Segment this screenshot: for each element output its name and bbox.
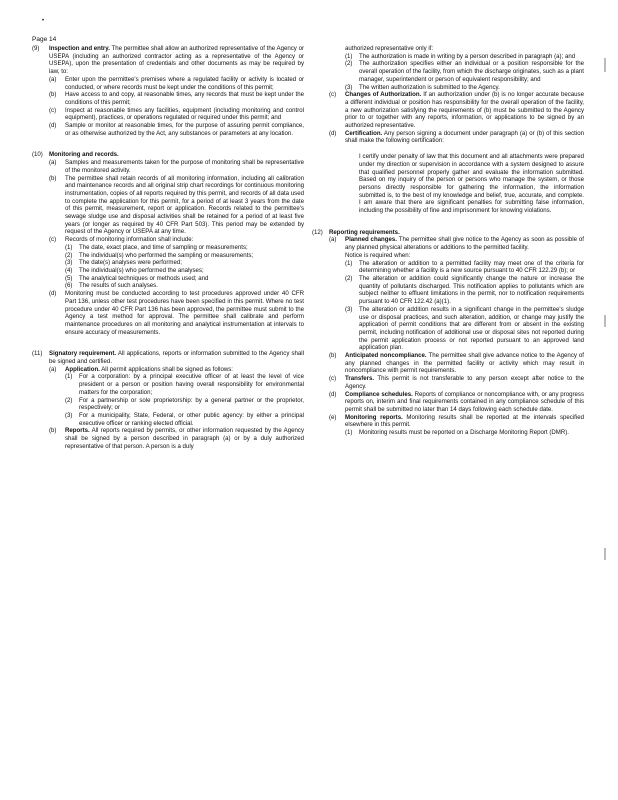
list-item [345,306,584,352]
list-item [49,427,304,450]
list-marker: (1) [65,373,73,381]
list-item [329,352,584,375]
item-text: Have access to and copy, at reasonable times, any records that must be kept under the conditions of this permit; [65,91,304,106]
list-item [329,130,584,145]
item-heading: Application. [65,365,100,373]
item-text: The analytical techniques or methods used; and [79,274,209,282]
section-text: The permittee shall allow an authorized representative of the Agency or USEPA (including an authorized contractor acting as a representative of the Agency or USEPA), upon the presentation of credentials and other documents as may be required by law, to: [49,45,304,76]
list-item [49,107,304,122]
list-item [49,91,304,106]
section-heading: Inspection and entry. [49,45,110,52]
list-marker: (2) [345,60,353,68]
item-text: Inspect at reasonable times any facilities, equipment (including monitoring and control equipment), practices, or operations regulated or required under this permit; and [65,106,304,122]
item-text: Monitoring results shall be reported at the intervals specified elsewhere in this permit. [345,413,585,429]
section-number: (10) [32,151,43,159]
item-heading: Planned changes. [345,236,397,244]
item-text: The written authorization is submitted to the Agency. [359,83,500,91]
section-heading: Reporting requirements. [329,228,400,236]
item-text: Enter upon the permittee's premises where a regulated facility or activity is located or conducted, or where records must be kept under the conditions of this permit; [65,75,304,91]
item-text: The date, exact place, and time of sampling or measurements; [79,243,248,251]
section-number: (11) [32,350,43,358]
list-marker: (a) [329,236,337,244]
item-text: The individual(s) who performed the sampling or measurements; [79,251,254,259]
item-heading: Reports. [65,427,90,435]
list-item [65,244,304,252]
item-text: For a partnership or sole proprietorship: by a general partner or the proprietor, respectively; or [79,396,304,412]
page-number: Page 14 [32,36,57,43]
item-text: Reports of compliance or noncompliance with, or any progress reports on, interim and final requirements contained in any compliance schedule of this permit shall be submitted no later than 14 days following each schedule date. [345,390,584,413]
item-text: Monitoring results must be reported on a Discharge Monitoring Report (DMR). [359,429,569,437]
item-text: For a corporation: by a principal executive officer of at least the level of vice president or a person or position having overall responsibility for environmental matters for the corporation; [79,373,304,396]
left-column [32,45,304,450]
list-item [49,76,304,91]
list-marker: (3) [65,259,73,267]
list-marker: (4) [65,266,73,274]
list-marker: (c) [329,375,337,383]
list-item [49,175,304,237]
section-number: (12) [312,228,323,236]
list-marker: (d) [329,129,337,137]
item-text: The date(s) analyses were performed; [79,259,182,267]
item-text: The alteration or addition could significantly change the nature or increase the quantity of pollutants discharged. This notification applies to pollutants which are subject neither to effluent limitations in the permit, nor to notification requirements pursuant to 40 CFR 122.42 (a)(1). [359,274,584,306]
list-marker: (b) [329,352,337,360]
list-marker: (1) [345,52,353,60]
certification-statement: I certify under penalty of law that this document and all attachments were prepared under my direction or supervision in accordance with a system designed to assure that qualified personnel properly gather and evaluate the information submitted. Based on my inquiry of the person or persons who manage the system, or those persons directly responsible for gathering the information, the information submitted is, to the best of my knowledge and belief, true, accurate, and complete. I am aware that there are significant penalties for submitting false information, including the possibility of fine and imprisonment for knowing violations. [359,153,584,215]
list-item [65,412,304,427]
item-text: For a municipality, State, Federal, or other public agency: by either a principal executive officer or ranking elected official. [79,411,304,427]
item-text: The permittee shall give notice to the Agency as soon as possible of any planned physical alterations or additions to the permitted facility. [345,236,584,252]
list-item [65,252,304,260]
item-text: Any person signing a document under paragraph (a) or (b) of this section shall make the following certification: [345,129,585,145]
section-text: All applications, reports or information submitted to the Agency shall be signed and certified. [49,350,304,366]
section-heading: Signatory requirement. [49,350,117,358]
section-11 [32,350,304,450]
item-text: Samples and measurements taken for the purpose of monitoring shall be representative of the monitored activity. [65,159,304,174]
list-marker: (5) [65,274,73,282]
list-item [345,275,584,306]
list-item [49,290,304,336]
list-marker: (2) [345,274,353,282]
scan-edge-mark [604,58,606,72]
list-marker: (2) [65,251,73,259]
list-item [49,236,304,290]
item-text: If an authorization under (b) is no longer accurate because a different individual or position has responsibility for the overall operation of the facility, a new authorization satisfying the requirements of (b) must be submitted to the Agency prior to or together with any reports, information, or applications to be signed by an authorized representative. [345,91,584,130]
item-text: The individual(s) who performed the analyses; [79,266,204,274]
scan-edge-mark [604,315,606,327]
list-item [345,84,584,92]
list-marker: (a) [49,75,57,83]
list-item [329,391,584,414]
list-item [65,397,304,412]
right-column [312,45,584,437]
list-item [65,282,304,290]
list-marker: (2) [65,396,73,404]
list-item [345,53,584,61]
list-marker: (c) [329,91,337,99]
item-text: The authorization specifies either an individual or a position responsible for the overall operation of the facility, from which the discharge originates, such as a plant manager, superintendent or person of equivalent responsibility; and [359,60,584,83]
section-10 [32,151,304,336]
item-heading: Certification. [345,129,383,137]
section-11-continued [312,45,584,215]
list-marker: (1) [345,429,353,437]
list-marker: (1) [65,243,73,251]
list-marker: (3) [345,83,353,91]
list-item [49,122,304,137]
list-marker: (d) [329,390,337,398]
list-item [329,375,584,390]
section-number: (9) [32,45,40,52]
list-marker: (c) [49,236,57,244]
item-text: All permit applications shall be signed as follows: [101,365,233,373]
item-text: Monitoring must be conducted according to test procedures approved under 40 CFR Part 136, unless other test procedures have been specified in this permit. Where no test procedure under 40 CFR Part 136 has been approved, the permittee must submit to the Agency a test method for approval. The permittee shall calibrate and perform maintenance procedures on all monitoring and analytical instrumentation at intervals to ensure accuracy of measurements. [65,290,304,336]
list-marker: (b) [49,91,57,99]
list-marker: (c) [49,106,57,114]
item-text: Notice is required when: [345,251,411,259]
continued-text [329,45,584,91]
list-item [329,414,584,437]
list-marker: (a) [49,365,57,373]
list-item [329,91,584,130]
item-text: The permittee shall retain records of all monitoring information, including all calibration and maintenance records and all original strip chart recordings for continuous monitoring instrumentation, copies of all reports required by this permit, and records of all data used to complete the application for this permit, for a period of at least 3 years from the date of this permit, measurement, report or application. Records related to the permittee's sewage sludge use and disposal activities shall be retained for a period of at least five years (or longer as required by 40 CFR Part 503). This period may be extended by request of the Agency or USEPA at any time. [65,174,304,236]
section-12 [312,229,584,437]
list-item [49,366,304,428]
list-item [65,275,304,283]
list-marker: (d) [49,290,57,298]
list-item [345,60,584,83]
item-text: The alteration or addition to a permitted facility may meet one of the criteria for determining whether a facility is a new source pursuant to 40 CFR 122.29 (b); or [359,259,584,275]
item-text: This permit is not transferable to any person except after notice to the Agency. [345,375,584,390]
list-marker: (b) [49,427,57,435]
list-marker: (6) [65,282,73,290]
item-heading: Monitoring reports. [345,413,403,421]
item-text: The alteration or addition results in a significant change in the permittee's sludge use or disposal practices, and such alteration, addition, or change may justify the application of permit conditions that are different from or absent in the existing permit, including notification of additional use or disposal sites not reported during the permit application process or not reported pursuant to an approved land application plan. [359,305,584,352]
item-heading: Compliance schedules. [345,390,413,398]
list-marker: (3) [345,305,353,313]
list-item [65,259,304,267]
item-text: The permittee shall give advance notice to the Agency of any planned changes in the permitted facility or activity which may result in noncompliance with permit requirements. [345,352,584,375]
section-heading: Monitoring and records. [49,151,119,159]
list-item [65,267,304,275]
item-text: Sample or monitor at reasonable times, for the purpose of assuring permit compliance, or as otherwise authorized by the Act, any substances or parameters at any location. [65,122,304,137]
list-marker: (a) [49,159,57,167]
item-heading: Changes of Authorization. [345,91,422,99]
corner-mark: • [42,18,45,24]
scan-edge-mark [604,548,606,560]
item-text: The authorization is made in writing by a person described in paragraph (a); and [359,52,576,60]
item-heading: Transfers. [345,375,375,383]
list-marker: (1) [345,259,353,267]
list-marker: (e) [329,413,337,421]
list-item [345,260,584,275]
list-item [49,159,304,174]
item-text: authorized representative only if: [345,45,434,52]
item-text: Records of monitoring information shall include: [65,236,194,244]
list-marker: (3) [65,411,73,419]
section-9 [32,45,304,137]
list-item [65,373,304,396]
item-text: The results of such analyses. [79,282,158,290]
list-item [329,236,584,352]
item-heading: Anticipated noncompliance. [345,352,427,360]
item-text: All reports required by permits, or other information requested by the Agency shall be signed by a person described in paragraph (a) or by a duly authorized representative of that person. A person is a duly [65,427,305,450]
list-marker: (d) [49,122,57,130]
list-marker: (b) [49,174,57,182]
list-item [345,429,584,437]
